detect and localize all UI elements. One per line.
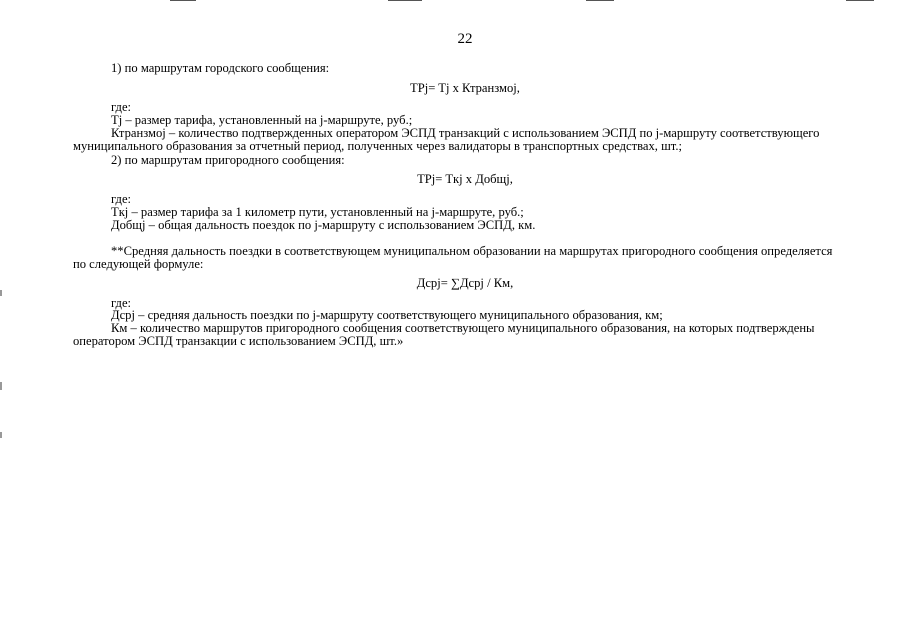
section1-definition-ktranzm-line2: муниципального образования за отчетный период, полученных через валидаторы в транспортных средствах, шт.; [73,139,682,153]
footnote-formula: Дсрj= ∑Дсрj / Км, [416,276,514,290]
section2-where: где: [111,192,132,206]
section1-formula: TPj= Tj x Ктранзмоj, [410,81,520,95]
section1-where: где: [111,100,132,114]
top-rule-2 [388,0,422,1]
section2-formula: TPj= Tкj x Добщj, [417,172,513,186]
section2-heading: 2) по маршрутам пригородного сообщения: [111,153,345,167]
top-rule-4 [846,0,874,1]
page-number: 22 [457,31,473,47]
footnote-definition-dsrj: Дсрj – средняя дальность поездки по j-маршруту соответствующего муниципального образования, км; [111,308,663,322]
footnote-definition-km-line2: оператором ЭСПД транзакции с использованием ЭСПД, шт.» [73,334,404,348]
edge-mark-3 [0,432,2,438]
section2-definition-tkj: Tкj – размер тарифа за 1 километр пути, установленный на j-маршруте, руб.; [111,205,524,219]
edge-mark-1 [0,290,2,296]
footnote-line1: **Средняя дальность поездки в соответствующем муниципальном образовании на маршрутах пригородного сообщения определяется [111,244,833,258]
section1-definition-tj: Tj – размер тарифа, установленный на j-маршруте, руб.; [111,113,413,127]
edge-mark-2 [0,382,2,390]
footnote-where: где: [111,296,132,310]
footnote-line2: по следующей формуле: [73,257,204,271]
section1-definition-ktranzm-line1: Ктранзмоj – количество подтвержденных оператором ЭСПД транзакций с использованием ЭСПД по j-маршруту соответствующего [111,126,820,140]
top-rule-1 [170,0,196,1]
top-rule-3 [586,0,614,1]
footnote-definition-km-line1: Км – количество маршрутов пригородного сообщения соответствующего муниципального образования, на которых подтверждены [111,321,815,335]
section2-definition-dobshch: Добщj – общая дальность поездок по j-маршруту с использованием ЭСПД, км. [111,218,536,232]
section1-heading: 1) по маршрутам городского сообщения: [111,61,330,75]
